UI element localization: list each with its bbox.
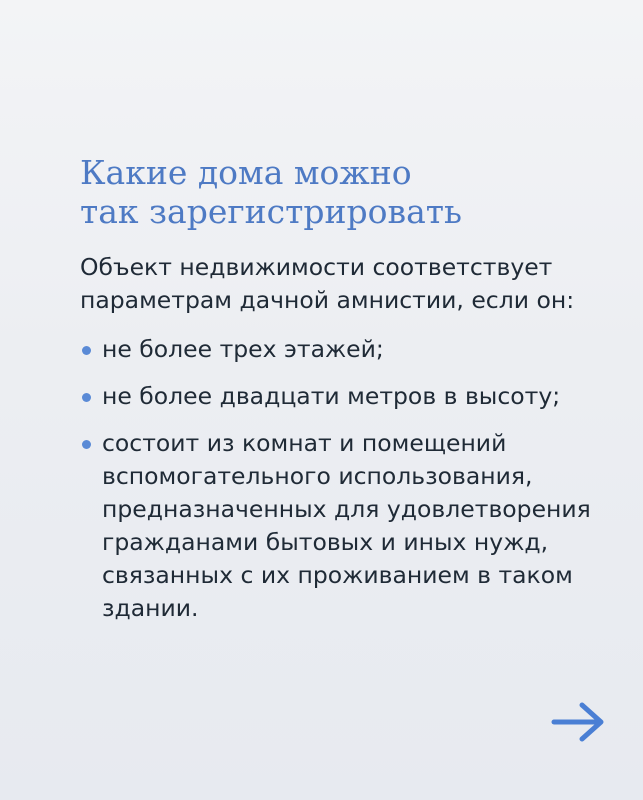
heading-line-1: Какие дома можно xyxy=(80,153,412,192)
slide-heading xyxy=(80,153,600,231)
heading-line-2: так зарегистрировать xyxy=(80,192,462,231)
list-item-line: вспомогательного использования, xyxy=(102,462,533,490)
intro-line-2: параметрам дачной амнистии, если он: xyxy=(80,286,575,314)
list-item xyxy=(80,427,620,625)
list-item xyxy=(80,380,620,413)
intro-text xyxy=(80,251,620,317)
list-item-line: состоит из комнат и помещений xyxy=(102,429,507,457)
next-slide-button[interactable] xyxy=(548,697,608,747)
list-item-line: не более трех этажей; xyxy=(102,335,384,363)
list-item-line: не более двадцати метров в высоту; xyxy=(102,382,561,410)
criteria-list xyxy=(80,333,620,639)
list-item xyxy=(80,333,620,366)
intro-line-1: Объект недвижимости соответствует xyxy=(80,253,553,281)
list-item-line: гражданами бытовых и иных нужд, xyxy=(102,528,549,556)
list-item-line: здании. xyxy=(102,594,199,622)
bullet-dot-icon xyxy=(82,440,91,449)
list-item-line: связанных с их проживанием в таком xyxy=(102,561,573,589)
list-item-line: предназначенных для удовлетворения xyxy=(102,495,591,523)
bullet-dot-icon xyxy=(82,393,91,402)
arrow-right-icon xyxy=(548,697,608,747)
bullet-dot-icon xyxy=(82,346,91,355)
